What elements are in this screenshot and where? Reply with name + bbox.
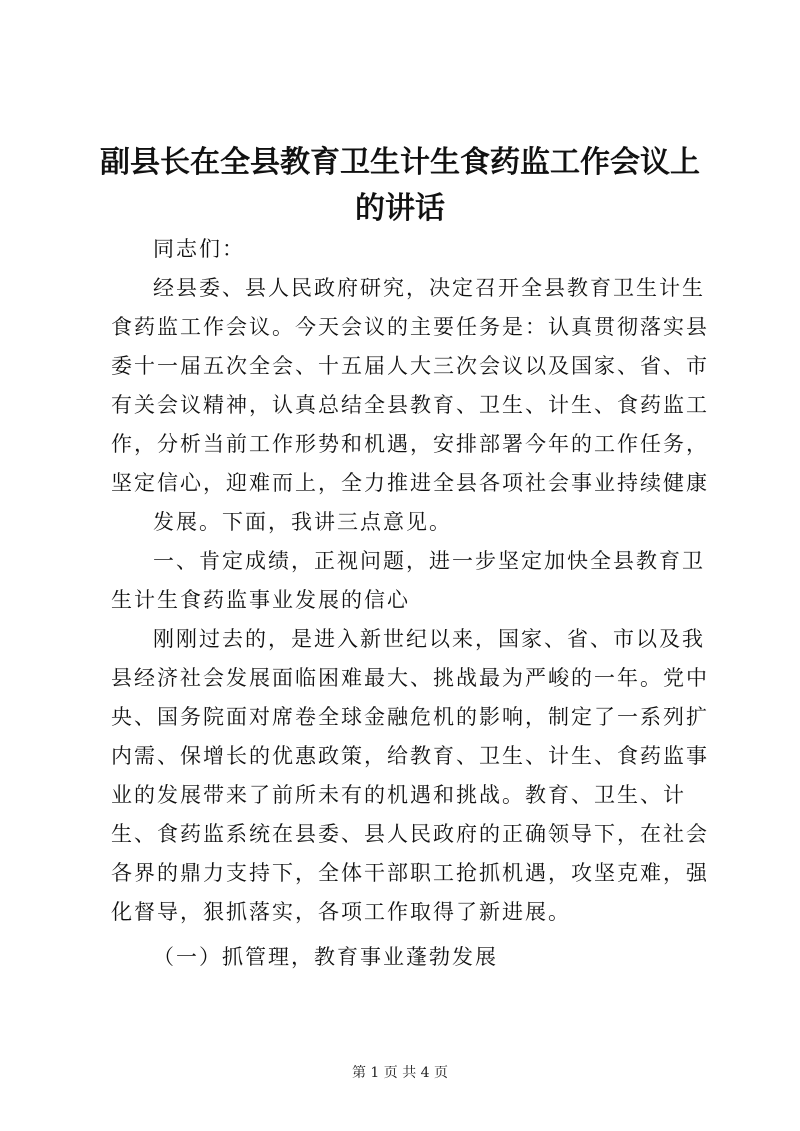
salutation: 同志们： — [153, 237, 245, 261]
page-number: 第 1 页 共 4 页 — [351, 1065, 449, 1081]
body-paragraph: 发展。下面，我讲三点意见。 — [153, 510, 452, 534]
document-title: 副县长在全县教育卫生计生食药监工作会议上的讲话 — [100, 145, 700, 226]
document-body — [111, 230, 711, 977]
body-paragraph: 经县委、县人民政府研究，决定召开全县教育卫生计生食药监工作会议。今天会议的主要任务是：认真贯彻落实县委十一届五次全会、十五届人大三次会议以及国家、省、市有关会议精神，认真总结全县教育、卫生、计生、食药监工作，分析当前工作形势和机遇，安排部署今年的工作任务，坚定信心，迎难而上，全力推进全县各项社会事业持续健康 — [111, 276, 709, 495]
section-heading: 一、肯定成绩，正视问题，进一步坚定加快全县教育卫生计生食药监事业发展的信心 — [111, 549, 705, 612]
subsection-heading: （一）抓管理，教育事业蓬勃发展 — [153, 945, 498, 969]
body-paragraph: 刚刚过去的，是进入新世纪以来，国家、省、市以及我县经济社会发展面临困难最大、挑战最为严峻的一年。党中央、国务院面对席卷全球金融危机的影响，制定了一系列扩内需、保增长的优惠政策，给教育、卫生、计生、食药监事业的发展带来了前所未有的机遇和挑战。教育、卫生、计生、食药监系统在县委、县人民政府的正确领导下，在社会各界的鼎力支持下，全体干部职工抢抓机遇，攻坚克难，强化督导，狠抓落实，各项工作取得了新进展。 — [111, 627, 709, 924]
